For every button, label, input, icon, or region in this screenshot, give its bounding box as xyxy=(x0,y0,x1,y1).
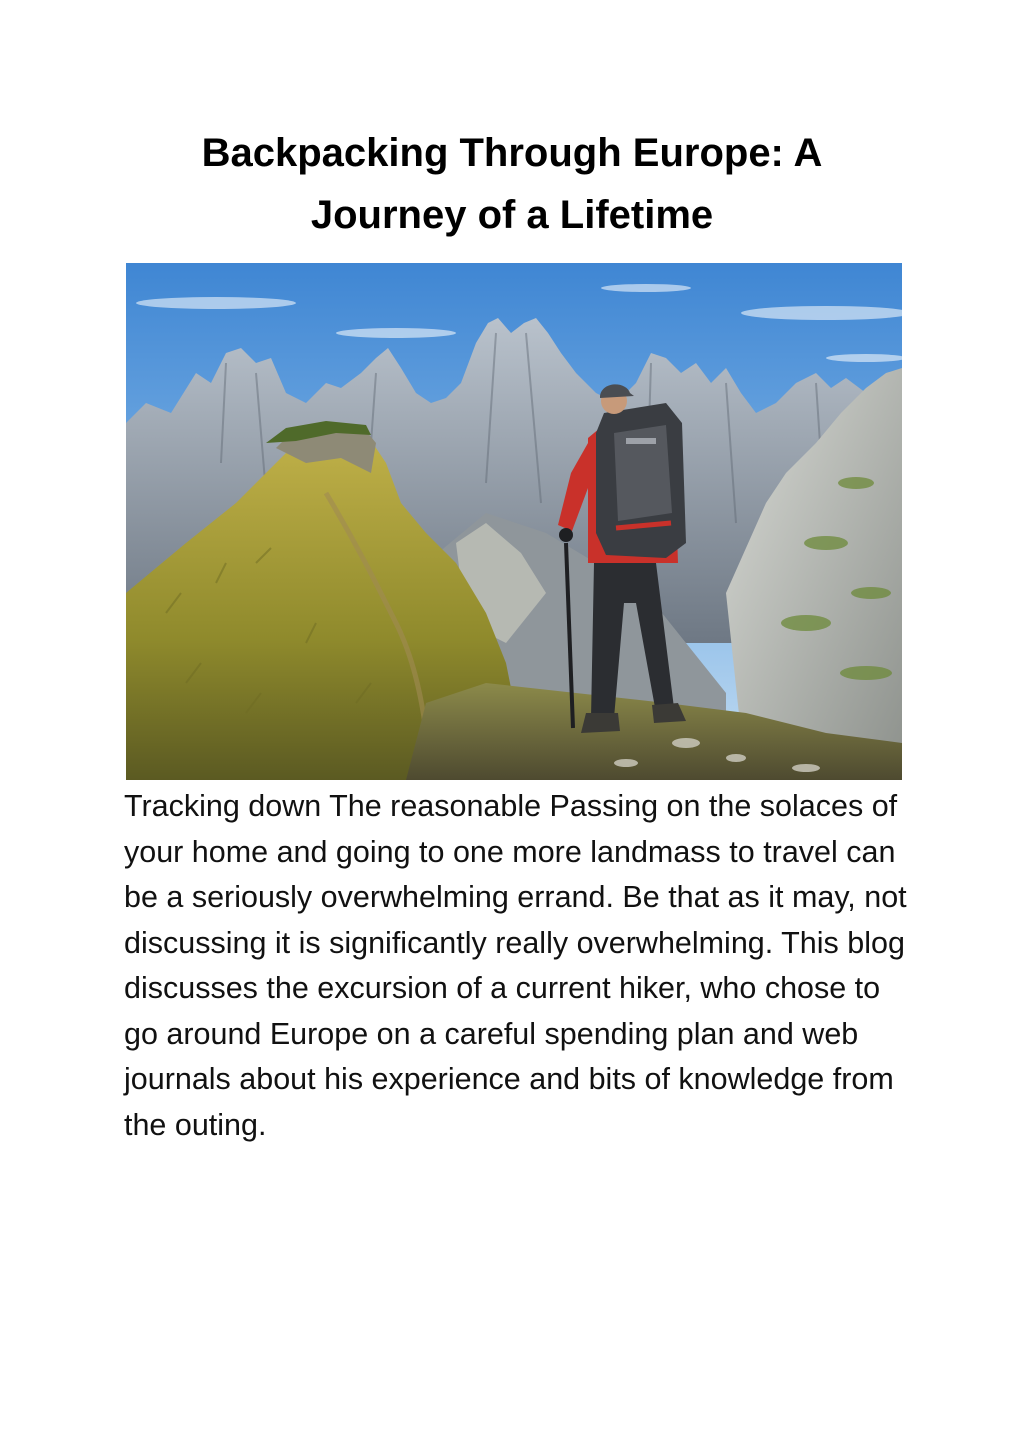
hiker-mountain-photo xyxy=(126,263,902,780)
body-paragraph: Tracking down The reasonable Passing on the solaces of your home and going to one more landmass to travel can be a seriously overwhelming errand. Be that as it may, not discussing it is significantly really overwhelming. This blog discusses the excursion of a current hiker, who chose to go around Europe on a careful spending plan and web journals about his experience and bits of knowledge from the outing. xyxy=(124,789,907,1142)
page-title: Backpacking Through Europe: A Journey of a Lifetime xyxy=(201,131,823,237)
